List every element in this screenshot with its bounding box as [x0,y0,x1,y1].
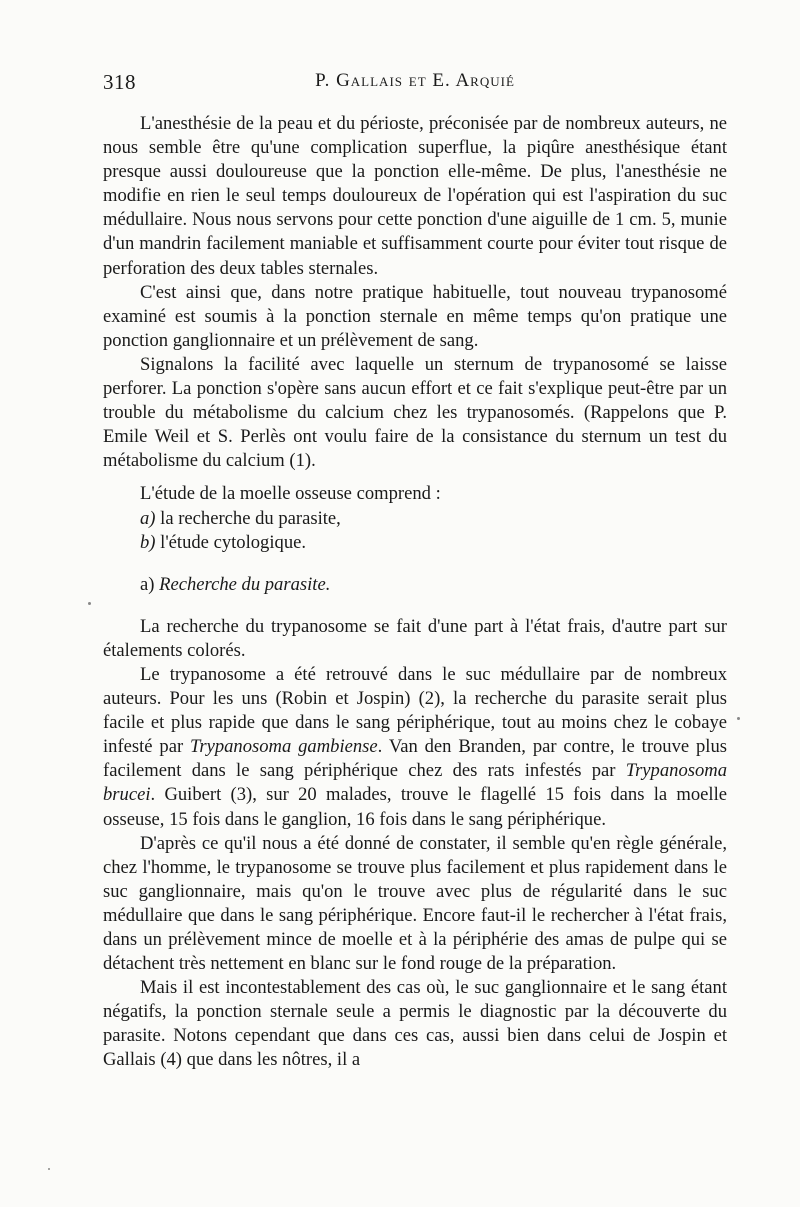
list-item-text: l'étude cytologique. [155,531,307,553]
section-heading [103,573,727,597]
list-marker: b) [140,531,156,553]
literature-text-1: Le trypanosome a été retrouvé dans le suc médullaire par de nombreux auteurs. Pour les uns (Robin et Jospin) (2), la recherche du parasite serait plus facile et plus rapide que dans le sang périphérique, tout au moins chez le cobaye infesté par [103,663,727,758]
species-name-brucei: Trypanosoma brucei [103,760,727,806]
page-header [103,70,727,98]
paragraph-diagnosis: Mais il est incontestablement des cas où, le suc ganglionnaire et le sang étant négatifs, la ponction sternale seule a permis le diagnostic par la découverte du parasite. Notons cependant que dans ces cas, aussi bien dans celui de Jospin et Gallais (4) que dans les nôtres, il a [103,977,727,1071]
body-text [103,112,727,1073]
list-item-cytology [103,531,727,555]
page-number: 318 [103,70,136,94]
paragraph-sternum-perforation: Signalons la facilité avec laquelle un sternum de trypanosomé se laisse perforer. La ponction s'opère sans aucun effort et ce fait s'explique peut-être par un trouble du métabolisme du calcium chez les trypanosomés. (Rappelons que P. Emile Weil et S. Perlès ont voulu faire de la consistance du sternum un test du métabolisme du calcium (1). [103,353,727,472]
list-item-parasite [103,507,727,531]
scan-speck [88,602,91,605]
paragraph-literature [103,663,727,832]
literature-text-2: . Van den Branden, par contre, le trouve plus facilement dans le sang périphérique chez des rats infestés par [103,736,728,782]
species-name-gambiense: Trypanosoma gambiense [190,736,378,758]
list-marker: a) [140,507,156,529]
paragraph-anesthesia: L'anesthésie de la peau et du périoste, préconisée par de nombreux auteurs, ne nous semble être qu'une complication superflue, la piqûre anesthésique étant presque aussi douloureuse que la ponction elle-même. De plus, l'anesthésie ne modifie en rien le seul temps douloureux de l'opération qui est l'aspiration du suc médullaire. Nous nous servons pour cette ponction d'une aiguille de 1 cm. 5, munie d'un mandrin facilement maniable et suffisamment courte pour éviter tout risque de perforation des deux tables sternales. [103,113,727,279]
paragraph-routine-practice: C'est ainsi que, dans notre pratique habituelle, tout nouveau trypanosomé examiné est soumis à la ponction sternale en même temps qu'on pratique une ponction ganglionnaire et un prélèvement de sang. [103,281,727,351]
paragraph-search-methods: La recherche du trypanosome se fait d'une part à l'état frais, d'autre part sur étalements colorés. [103,615,727,661]
scan-speck [48,1168,50,1170]
literature-text-3: . Guibert (3), sur 20 malades, trouve le flagellé 15 fois dans la moelle osseuse, 15 fois dans le ganglion, 16 fois dans le sang périphérique. [103,784,727,830]
section-title: Recherche du parasite. [159,573,331,595]
scan-speck [737,717,740,720]
running-head: P. Gallais et E. Arquié [315,70,515,91]
list-item-text: la recherche du parasite, [155,507,341,529]
paragraph-study-intro: L'étude de la moelle osseuse comprend : [140,483,441,505]
paragraph-observations: D'après ce qu'il nous a été donné de constater, il semble qu'en règle générale, chez l'homme, le trypanosome se trouve plus facilement et plus rapidement dans le suc ganglionnaire, mais qu'on le trouve avec plus de régularité dans le suc médullaire que dans le sang périphérique. Encore faut-il le rechercher à l'état frais, dans un prélèvement mince de moelle et à la périphérie des amas de pulpe qui se détachent très nettement en blanc sur le fond rouge de la préparation. [103,832,727,975]
section-marker: a) [140,573,155,595]
